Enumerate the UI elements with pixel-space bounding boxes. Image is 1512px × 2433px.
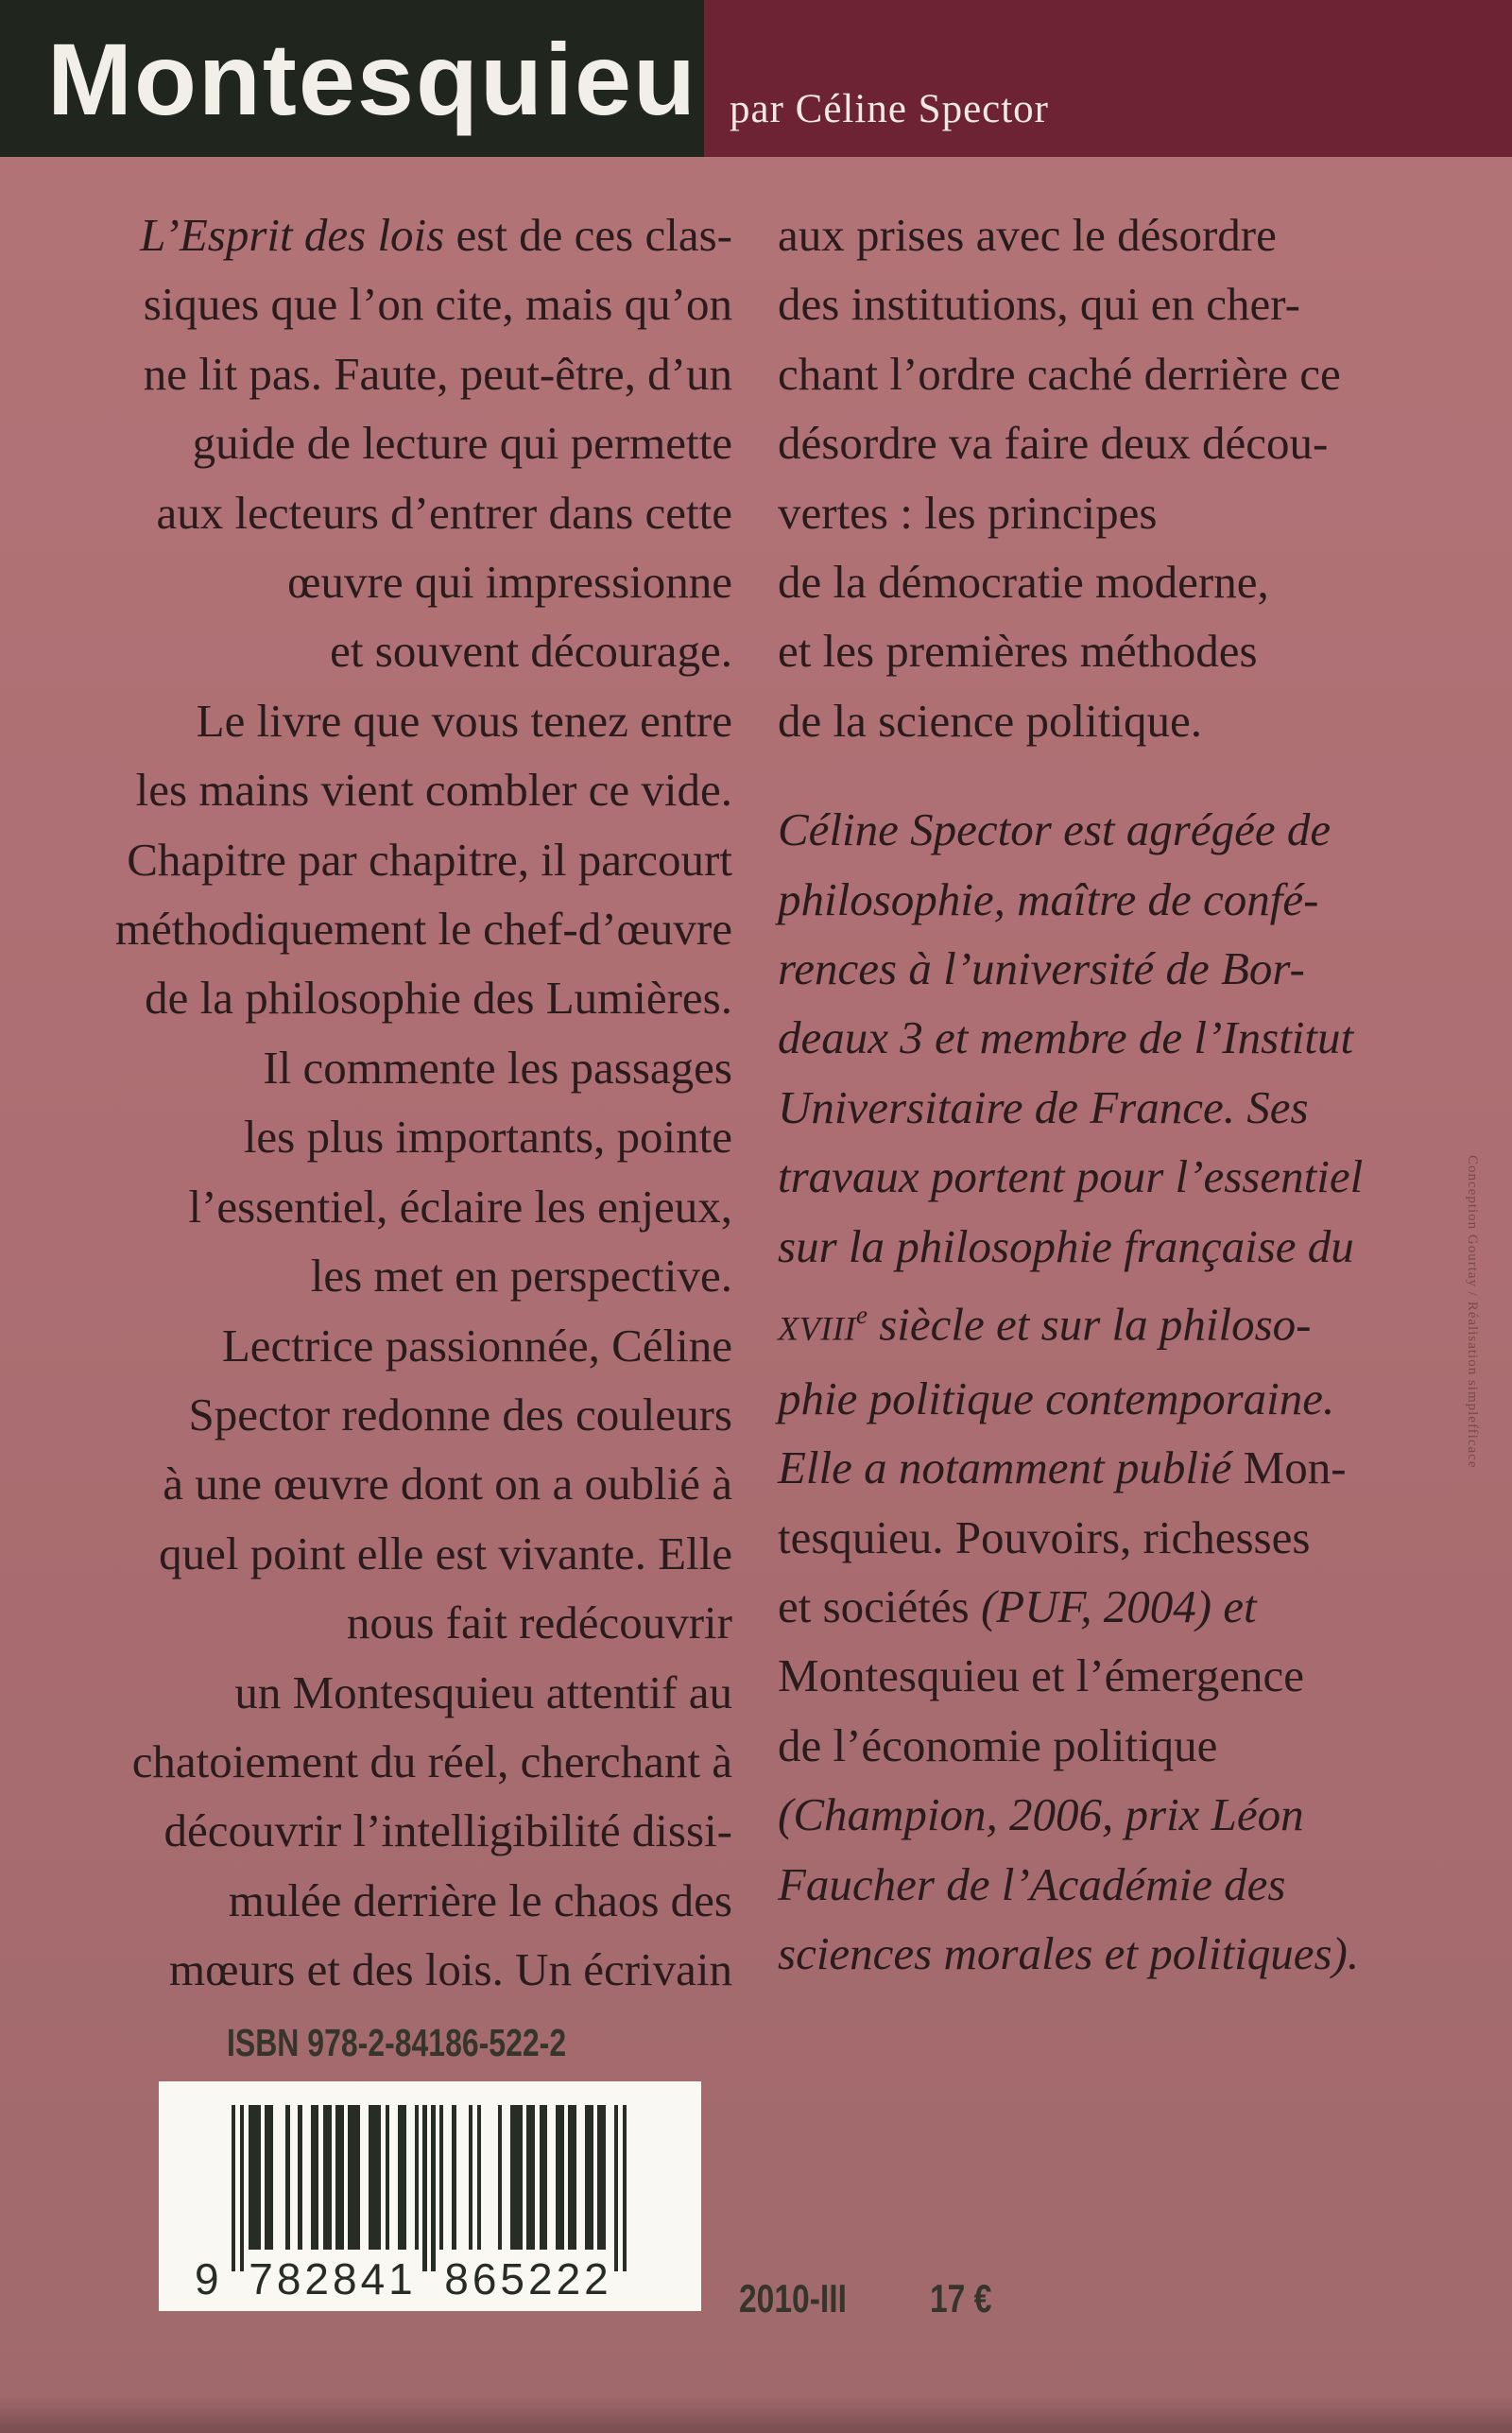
text-line: Montesquieu et l’émergence bbox=[778, 1649, 1304, 1702]
text-line: Elle a notamment publié Mon- bbox=[778, 1441, 1347, 1494]
barcode-bar bbox=[285, 2105, 289, 2250]
intro-paragraph bbox=[778, 200, 1401, 755]
text-line: Céline Spector est agrégée de bbox=[778, 803, 1332, 856]
text-line: aux prises avec le désordre bbox=[778, 209, 1277, 261]
barcode-bar bbox=[431, 2105, 435, 2271]
edition-code: 2010-III bbox=[739, 2276, 847, 2321]
text-line: nous fait redécouvrir bbox=[346, 1596, 732, 1649]
barcode-bar bbox=[568, 2105, 576, 2250]
text-line: les mains vient combler ce vide. bbox=[135, 764, 732, 817]
text-line: rences à l’université de Bor- bbox=[778, 942, 1305, 995]
barcode-bar bbox=[335, 2105, 344, 2250]
text-line: désordre va faire deux décou- bbox=[778, 417, 1329, 470]
text-line: méthodiquement le chef-d’œuvre bbox=[114, 903, 732, 956]
isbn-label: ISBN 978-2-84186-522-2 bbox=[227, 2021, 567, 2064]
barcode-bar bbox=[232, 2105, 235, 2271]
author-bio-paragraph bbox=[778, 795, 1401, 1988]
barcode-bar bbox=[526, 2105, 535, 2250]
text-line: philosophie, maître de confé- bbox=[778, 872, 1319, 925]
text-line: guide de lecture qui permette bbox=[192, 417, 732, 470]
barcode-bar bbox=[597, 2105, 606, 2250]
text-line: Le livre que vous tenez entre bbox=[196, 694, 732, 747]
barcode-bar bbox=[585, 2105, 593, 2250]
book-title: Montesquieu bbox=[47, 22, 697, 136]
right-text-column bbox=[778, 200, 1401, 1988]
barcode-bar bbox=[398, 2105, 406, 2250]
barcode-bar bbox=[614, 2105, 618, 2271]
text-line: mœurs et des lois. Un écrivain bbox=[168, 1943, 732, 1996]
text-line: phie politique contemporaine. bbox=[778, 1372, 1335, 1424]
text-line: de l’économie politique bbox=[778, 1718, 1218, 1771]
barcode-group-2: 865222 bbox=[444, 2254, 612, 2304]
text-line: ne lit pas. Faute, peut-être, d’un bbox=[143, 347, 732, 400]
barcode-first-digit: 9 bbox=[195, 2254, 219, 2304]
production-credit: Conception Gourtay / Réalisation simplefficace bbox=[1465, 1155, 1480, 1469]
barcode-bar bbox=[415, 2105, 419, 2250]
barcode-bar bbox=[452, 2105, 455, 2250]
text-line: un Montesquieu attentif au bbox=[234, 1665, 732, 1718]
text-line: Universitaire de France. Ses bbox=[778, 1080, 1309, 1133]
text-line: œuvre qui impressionne bbox=[287, 556, 732, 609]
barcode-bar bbox=[298, 2105, 301, 2250]
scan-edge-shadow bbox=[0, 2395, 1512, 2433]
text-line: l’essentiel, éclaire les enjeux, bbox=[188, 1180, 732, 1233]
barcode-bar bbox=[556, 2105, 564, 2250]
text-line: travaux portent pour l’essentiel bbox=[778, 1150, 1364, 1203]
barcode-digits bbox=[159, 2254, 701, 2304]
barcode-bar bbox=[311, 2105, 319, 2250]
barcode-bar bbox=[348, 2105, 360, 2250]
barcode-bar bbox=[623, 2105, 627, 2271]
text-line: des institutions, qui en cher- bbox=[778, 278, 1300, 331]
text-line: à une œuvre dont on a oublié à bbox=[163, 1458, 732, 1510]
text-line: mulée derrière le chaos des bbox=[228, 1873, 732, 1926]
text-line: les met en perspective. bbox=[310, 1250, 732, 1303]
barcode-group-1: 782841 bbox=[249, 2254, 417, 2304]
text-line: L’Esprit des lois est de ces clas- bbox=[140, 209, 732, 261]
barcode-bar bbox=[540, 2105, 548, 2250]
barcode-box bbox=[159, 2081, 701, 2311]
text-line: Faucher de l’Académie des bbox=[778, 1857, 1286, 1910]
text-line: tesquieu. Pouvoirs, richesses bbox=[778, 1510, 1311, 1563]
text-line: XVIIIe siècle et sur la philoso- bbox=[778, 1298, 1312, 1351]
text-line: chant l’ordre caché derrière ce bbox=[778, 347, 1341, 400]
barcode-bar bbox=[386, 2105, 389, 2250]
barcode-bar bbox=[469, 2105, 472, 2250]
text-line: de la science politique. bbox=[778, 694, 1202, 747]
text-line: les plus importants, pointe bbox=[243, 1111, 732, 1164]
left-text-column bbox=[80, 200, 732, 2005]
barcode-bar bbox=[323, 2105, 332, 2250]
barcode-bar bbox=[265, 2105, 273, 2250]
barcode-bar bbox=[439, 2105, 443, 2250]
text-line: sciences morales et politiques). bbox=[778, 1927, 1360, 1980]
text-line: de la démocratie moderne, bbox=[778, 556, 1269, 609]
header-maroon-band bbox=[704, 0, 1512, 157]
text-line: siques que l’on cite, mais qu’on bbox=[143, 278, 732, 331]
text-line: et sociétés (PUF, 2004) et bbox=[778, 1580, 1257, 1633]
text-line: Spector redonne des couleurs bbox=[188, 1388, 732, 1441]
text-line: de la philosophie des Lumières. bbox=[145, 972, 732, 1025]
text-line: chatoiement du réel, cherchant à bbox=[131, 1734, 732, 1787]
barcode-bar bbox=[240, 2105, 244, 2271]
barcode-bar bbox=[422, 2105, 426, 2271]
author-byline: par Céline Spector bbox=[730, 87, 1050, 131]
text-line: et les premières méthodes bbox=[778, 625, 1258, 678]
text-line: aux lecteurs d’entrer dans cette bbox=[156, 486, 732, 539]
text-line: vertes : les principes bbox=[778, 486, 1158, 539]
text-line: Lectrice passionnée, Céline bbox=[221, 1319, 732, 1372]
barcode-bar bbox=[510, 2105, 523, 2250]
barcode-bar bbox=[369, 2105, 381, 2250]
barcode-bar bbox=[477, 2105, 481, 2250]
text-line: Il commente les passages bbox=[263, 1041, 732, 1094]
text-line: deaux 3 et membre de l’Institut bbox=[778, 1011, 1354, 1064]
price-label: 17 € bbox=[930, 2276, 992, 2321]
text-line: découvrir l’intelligibilité dissi- bbox=[163, 1804, 732, 1857]
text-line: (Champion, 2006, prix Léon bbox=[778, 1788, 1304, 1841]
text-line: et souvent décourage. bbox=[330, 625, 732, 678]
barcode-bar bbox=[498, 2105, 502, 2250]
text-line: quel point elle est vivante. Elle bbox=[159, 1527, 732, 1579]
barcode-bar bbox=[249, 2105, 261, 2250]
text-line: Chapitre par chapitre, il parcourt bbox=[127, 833, 732, 886]
text-line: sur la philosophie française du bbox=[778, 1219, 1354, 1272]
